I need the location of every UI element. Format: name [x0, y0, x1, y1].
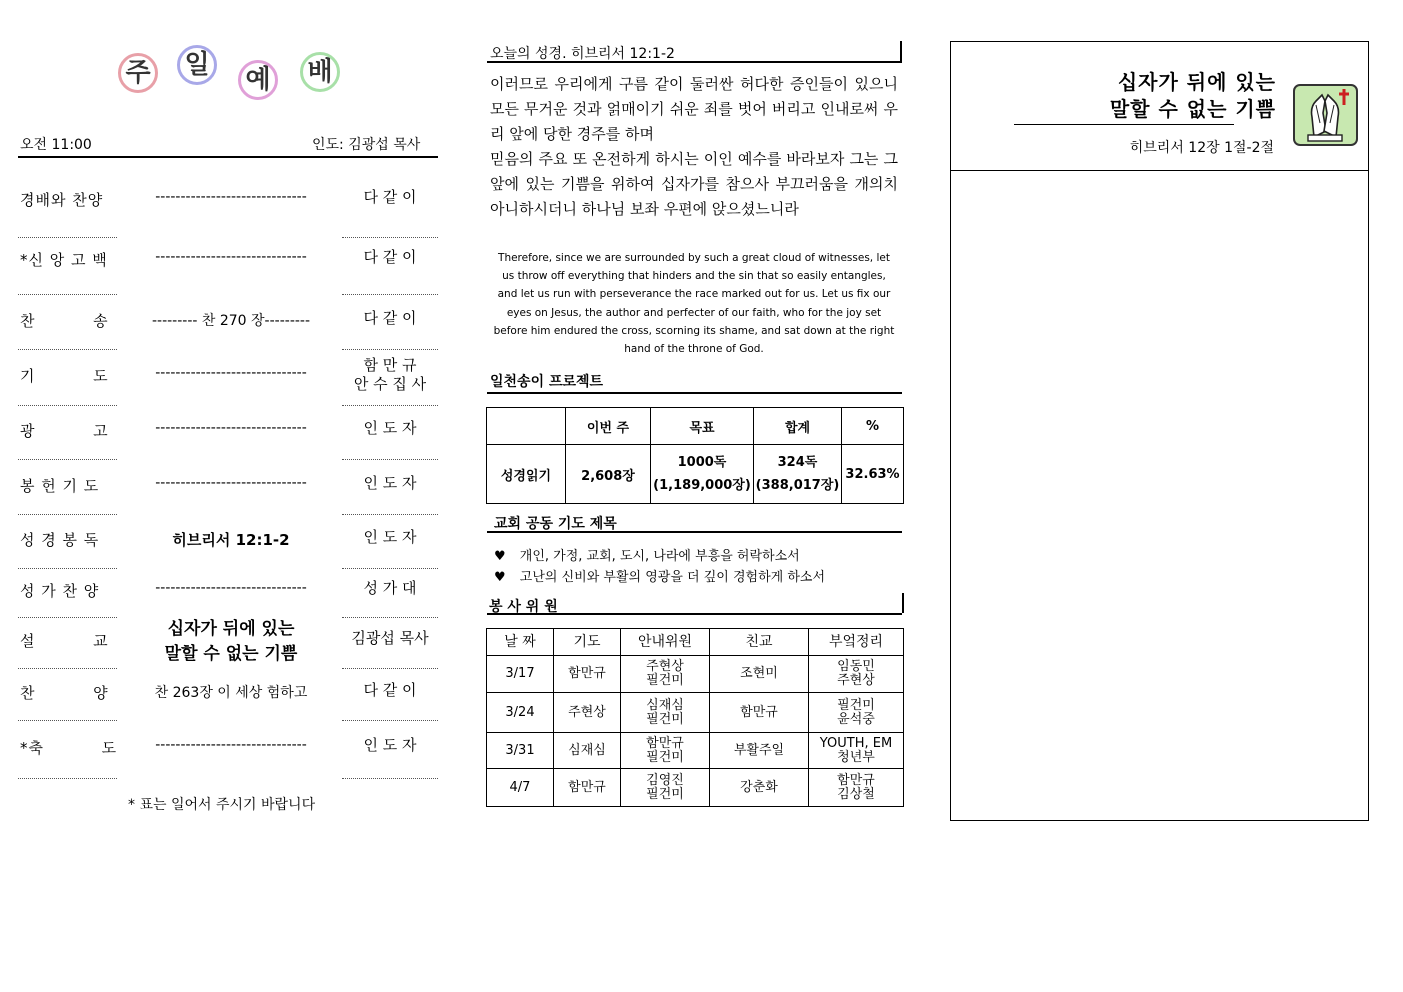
service-usher-1: 주현상	[646, 659, 684, 674]
sermon-reference: 히브리서 12장 1절-2절	[1129, 140, 1274, 156]
scripture-heading: 오늘의 성경. 히브리서 12:1-2	[490, 46, 675, 62]
reading-project-table	[486, 407, 904, 504]
service-heading-rule	[487, 613, 902, 615]
order-row-divider	[18, 778, 117, 779]
scripture-heading-tick	[900, 41, 902, 61]
project-col-total: 합계	[754, 408, 842, 445]
order-detail: ------------------------------	[155, 420, 307, 436]
order-row-divider	[342, 514, 438, 515]
order-label: 찬 양	[20, 684, 109, 702]
project-total-line-1: 324독	[777, 455, 818, 470]
sermon-title-rule	[1014, 124, 1234, 125]
order-detail: ------------------------------	[155, 249, 307, 265]
service-date: 3/24	[505, 704, 535, 720]
order-responder: 함 만 규 안 수 집 사	[353, 356, 427, 393]
prayer-text-1: 개인, 가정, 교회, 도시, 나라에 부흥을 허락하소서	[519, 549, 800, 564]
service-heading: 봉 사 위 원	[489, 599, 558, 615]
footnote: * 표는 일어서 주시기 바랍니다	[128, 797, 316, 813]
title-char-3: 예	[238, 60, 278, 100]
service-time: 오전 11:00	[20, 137, 92, 153]
panel-header-divider	[951, 170, 1368, 171]
project-row-label: 성경읽기	[487, 445, 566, 504]
table-row	[487, 733, 904, 769]
order-row-divider	[342, 459, 438, 460]
order-detail: 히브리서 12:1-2	[172, 531, 290, 549]
service-kitchen-1: 임동민	[837, 659, 875, 674]
order-label: 성 경 봉 독	[20, 531, 100, 549]
service-kitchen-2: 윤석중	[837, 711, 875, 727]
order-label: 봉 헌 기 도	[20, 477, 100, 495]
service-usher-1: 심재심	[646, 697, 684, 713]
order-row-divider	[342, 720, 438, 721]
project-percent: 32.63%	[842, 445, 904, 504]
order-responder: 다 같 이	[363, 248, 417, 266]
korean-verse-1	[490, 72, 898, 147]
project-total	[754, 445, 842, 504]
service-col-usher: 안내위원	[621, 629, 710, 656]
order-row-divider	[342, 294, 438, 295]
order-label: *신 앙 고 백	[20, 251, 108, 269]
sermon-title-2: 말할 수 없는 기쁨	[1109, 97, 1276, 121]
service-col-fellowship: 친교	[710, 629, 809, 656]
order-label: 성 가 찬 양	[20, 582, 100, 600]
project-goal-line-1: 1000독	[677, 455, 727, 470]
order-label: 기 도	[20, 367, 109, 385]
order-detail: ------------------------------	[155, 365, 307, 381]
service-col-kitchen: 부엌정리	[809, 629, 904, 656]
service-leader: 인도: 김광섭 목사	[312, 137, 421, 153]
order-label: 설 교	[20, 632, 109, 650]
order-detail: ------------------------------	[155, 189, 307, 205]
order-responder: 인 도 자	[363, 419, 417, 437]
order-detail: 찬 263장 이 세상 험하고	[154, 685, 308, 701]
title-char-4: 배	[300, 52, 340, 92]
order-row-divider	[342, 349, 438, 350]
service-kitchen-1: 함만규	[837, 772, 875, 788]
order-row-divider	[18, 405, 117, 406]
service-date: 3/17	[505, 666, 535, 681]
service-usher-2: 필건미	[646, 673, 684, 688]
project-col-percent: %	[842, 408, 904, 445]
project-heading: 일천송이 프로젝트	[490, 374, 604, 390]
service-volunteers-table	[486, 628, 904, 807]
order-detail: --------- 찬 270 장---------	[151, 313, 311, 329]
order-label: 경배와 찬양	[20, 191, 104, 209]
service-kitchen-1: YOUTH, EM	[819, 735, 893, 751]
service-heading-tick	[902, 593, 904, 613]
order-responder: 다 같 이	[363, 681, 417, 699]
heart-bullet-icon: ♥	[494, 570, 506, 585]
order-label: *축 도	[20, 739, 118, 757]
order-label: 광 고	[20, 422, 109, 440]
order-responder: 인 도 자	[363, 474, 417, 492]
order-row-divider	[18, 514, 117, 515]
service-kitchen-2: 청년부	[837, 749, 875, 765]
project-heading-rule	[487, 392, 902, 394]
order-label: 찬 송	[20, 312, 109, 330]
prayer-text-2: 고난의 신비와 부활의 영광을 더 깊이 경험하게 하소서	[519, 570, 825, 585]
sermon-title-1: 십자가 뒤에 있는	[1117, 70, 1276, 94]
heart-bullet-icon: ♥	[494, 549, 506, 564]
prayer-item-1	[494, 545, 800, 564]
order-detail: ------------------------------	[155, 580, 307, 596]
order-row-divider	[18, 720, 117, 721]
order-row-divider	[18, 294, 117, 295]
project-this-week: 2,608장	[566, 445, 651, 504]
table-row	[487, 769, 904, 807]
order-responder: 인 도 자	[363, 736, 417, 754]
order-row-divider	[342, 405, 438, 406]
order-detail: 십자가 뒤에 있는 말할 수 없는 기쁨	[164, 619, 298, 664]
service-fellowship: 함만규	[740, 704, 778, 720]
service-prayer: 심재심	[568, 742, 606, 758]
order-row-divider	[342, 237, 438, 238]
prayer-item-2	[494, 566, 825, 585]
service-usher-1: 김영진	[646, 772, 684, 788]
order-responder: 다 같 이	[363, 309, 417, 327]
korean-verse-2	[490, 147, 898, 222]
order-responder: 인 도 자	[363, 528, 417, 546]
order-row-divider	[18, 617, 117, 618]
service-col-date: 날 짜	[487, 629, 554, 656]
project-col-goal: 목표	[651, 408, 754, 445]
order-row-divider	[342, 617, 438, 618]
service-usher-2: 필건미	[646, 786, 684, 802]
order-responder: 다 같 이	[363, 188, 417, 206]
project-goal	[651, 445, 754, 504]
scripture-heading-rule	[487, 61, 902, 63]
order-row-divider	[342, 778, 438, 779]
service-usher-2: 필건미	[646, 749, 684, 765]
order-detail: ------------------------------	[155, 475, 307, 491]
sermon-note-panel	[950, 41, 1369, 821]
service-date: 3/31	[505, 742, 535, 758]
order-row-divider	[342, 668, 438, 669]
project-col-blank	[487, 408, 566, 445]
table-row	[487, 693, 904, 733]
project-goal-line-2: (1,189,000장)	[653, 478, 751, 493]
title-char-1: 주	[118, 53, 158, 93]
order-row-divider	[18, 568, 117, 569]
service-prayer: 함만규	[568, 779, 606, 795]
order-responder: 성 가 대	[363, 579, 417, 597]
service-fellowship: 부활주일	[733, 742, 785, 758]
service-usher-2: 필건미	[646, 711, 684, 727]
service-fellowship: 강춘화	[740, 779, 778, 795]
order-row-divider	[18, 237, 117, 238]
service-usher-1: 함만규	[646, 735, 684, 751]
table-row	[487, 656, 904, 693]
service-table-body	[487, 656, 904, 807]
project-total-line-2: (388,017장)	[755, 478, 840, 493]
title-char-2: 일	[177, 45, 217, 85]
service-prayer: 함만규	[568, 666, 606, 681]
order-detail: ------------------------------	[155, 737, 307, 753]
service-fellowship: 조현미	[740, 666, 778, 681]
service-prayer: 주현상	[568, 704, 606, 720]
prayer-heading-rule	[487, 531, 902, 533]
order-row-divider	[18, 459, 117, 460]
header-rule	[18, 156, 438, 158]
service-date: 4/7	[509, 779, 531, 795]
service-col-prayer: 기도	[554, 629, 621, 656]
order-row-divider	[18, 668, 117, 669]
praying-hands-cross-icon	[1292, 83, 1359, 147]
order-row-divider	[18, 349, 117, 350]
verse-1-text: 이러므로 우리에게 구름 같이 둘러싼 허다한 증인들이 있으니 모든 무거운 것과 얽매이기 쉬운 죄를 벗어 버리고 인내로써 우리 앞에 당한 경주를 하며	[490, 75, 898, 143]
prayer-heading: 교회 공동 기도 제목	[494, 516, 617, 532]
order-responder: 김광섭 목사	[351, 629, 429, 647]
order-row-divider	[342, 568, 438, 569]
service-kitchen-2: 김상철	[837, 786, 875, 802]
verse-2-text: 믿음의 주요 또 온전하게 하시는 이인 예수를 바라보자 그는 그 앞에 있는 기쁨을 위하여 십자가를 참으사 부끄러움을 개의치 아니하시더니 하나님 보좌 우편에 앉으셨느니라	[490, 150, 898, 218]
service-kitchen-2: 주현상	[837, 673, 875, 688]
project-col-this-week: 이번 주	[566, 408, 651, 445]
english-verse: Therefore, since we are surrounded by such a great cloud of witnesses, let us throw off everything that hinders and the sin that so easily entangles, and let us run with perseverance the race marked out for us. Let us fix our eyes on Jesus, the author and perfecter of our faith, who for the joy set before him endured the cross, scorning its shame, and sat down at the right hand of the throne of God.	[493, 252, 895, 356]
service-kitchen-1: 필건미	[837, 697, 875, 713]
